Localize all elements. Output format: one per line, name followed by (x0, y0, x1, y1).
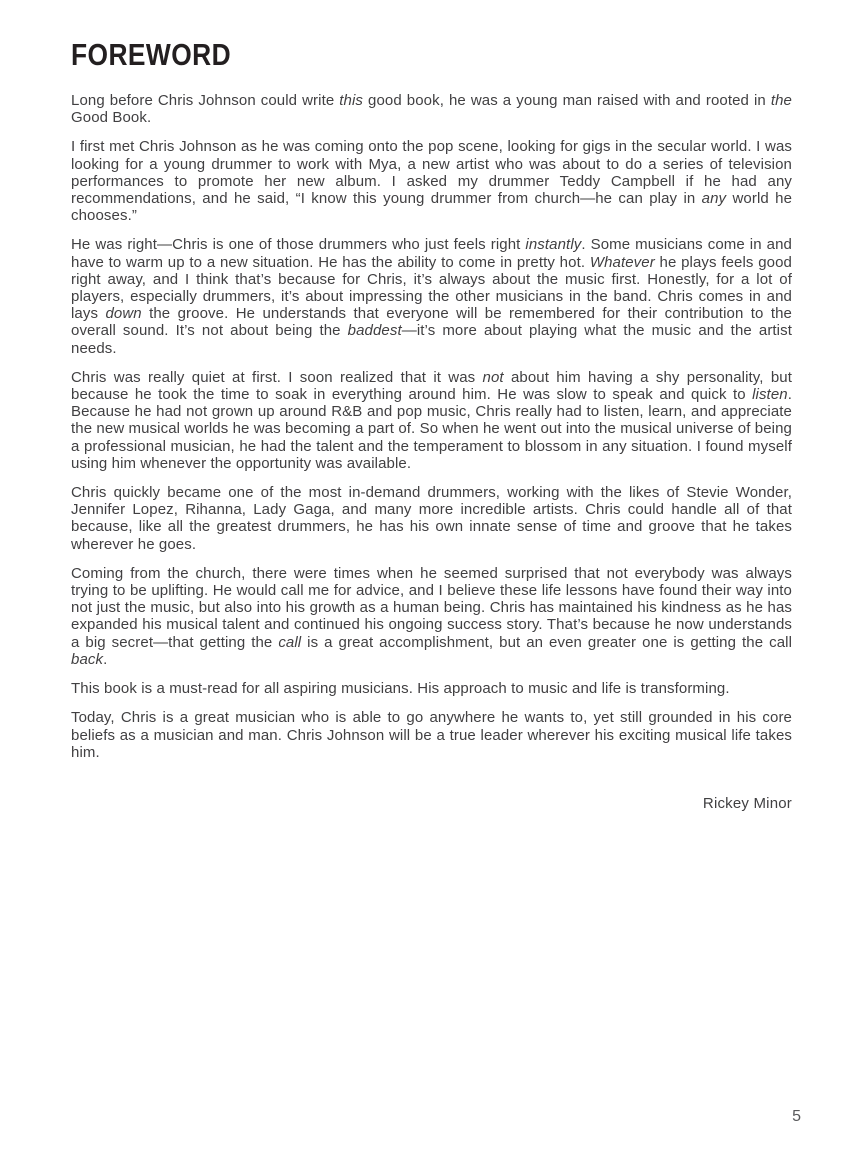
paragraph (71, 565, 792, 668)
paragraph (71, 236, 792, 356)
body-text-segment: Chris was really quiet at first. I soon realized that it was (71, 368, 483, 386)
italic-text: not (482, 368, 504, 386)
body-text-segment: Long before Chris Johnson could write (71, 92, 340, 109)
italic-text: this (339, 92, 364, 109)
body-text-segment: he plays feels good right away, and I think that’s because for Chris, it’s always about the music first. Honestly, for a lot of players, especially drummers, it’s about impressing the other musicians in the band. Chris comes in and lays (71, 253, 792, 323)
body-text-segment: good book, he was a young man raised with and rooted in (363, 92, 771, 109)
body-text-segment: Good Book. (71, 109, 152, 127)
body-text-segment: is a great accomplishment, but an even greater one is getting the call (301, 633, 792, 651)
body-text-segment: about him having a shy personality, but because he took the time to soak in everything around him. He was slow to speak and quick to (71, 368, 792, 404)
body-text-segment: world he chooses.” (71, 190, 793, 225)
paragraph (71, 369, 792, 472)
body-text-segment: Chris quickly became one of the most in-demand drummers, working with the likes of Stevie Wonder, Jennifer Lopez, Rihanna, Lady Gaga, and many more incredible artists. Chris could handle all of that because, like all the greatest drummers, he has his own innate sense of time and groove that he takes wherever he goes. (71, 484, 792, 553)
body-text-segment: —it’s more about playing what the music and the artist needs. (71, 322, 792, 357)
body-text-segment: This book is a must-read for all aspiring musicians. His approach to music and life is transforming. (71, 680, 730, 698)
body-text-segment: Coming from the church, there were times when he seemed surprised that not everybody was always trying to be uplifting. He would call me for advice, and I believe these life lessons have found their way into not just the music, but also into his growth as a human being. Chris has maintained his kindness as he has expanded his musical talent and continued his ongoing success story. That’s because he now understands a big secret—that getting the (71, 564, 792, 651)
page-title-text: FOREWORD (71, 37, 232, 72)
italic-text: instantly (525, 236, 582, 254)
paragraph (71, 138, 792, 224)
paragraph (71, 484, 792, 553)
body-text-segment: I first met Chris Johnson as he was coming onto the pop scene, looking for gigs in the secular world. I was looking for a young drummer to work with Mya, a new artist who was about to do a series of television performances to promote her new album. I asked my drummer Teddy Campbell if he had any recommendations, and he said, “I know this young drummer from church—he can play in (71, 138, 792, 208)
foreword-body (71, 92, 792, 761)
italic-text: down (105, 305, 142, 323)
paragraph (71, 709, 792, 761)
body-text-segment: Today, Chris is a great musician who is able to go anywhere he wants to, yet still grounded in his core beliefs as a musician and man. Chris Johnson will be a true leader wherever his exciting musical life takes him. (71, 709, 792, 761)
italic-text: Whatever (589, 253, 655, 271)
body-text-segment: . Some musicians come in and have to warm up to a new situation. He has the ability to come in pretty hot. (71, 236, 792, 271)
body-text-segment: . Because he had not grown up around R&B and pop music, Chris really had to listen, learn, and appreciate the new musical worlds he was becoming a part of. So when he went out into the musical universe of being a professional musician, he had the talent and the temperament to blossom in any situation. I found myself using him whenever the opportunity was available. (71, 386, 792, 472)
italic-text: call (278, 633, 302, 651)
italic-text: baddest (347, 322, 402, 340)
paragraph (71, 92, 792, 126)
italic-text: any (701, 190, 727, 208)
body-text-segment: . (103, 650, 108, 668)
italic-text: the (770, 92, 792, 109)
page-content (71, 0, 792, 812)
body-text-segment: He was right—Chris is one of those drummers who just feels right (71, 236, 526, 254)
paragraph (71, 680, 792, 697)
italic-text: back (71, 650, 104, 668)
signature: Rickey Minor (702, 794, 792, 812)
page-number: 5 (792, 1108, 801, 1125)
body-text-segment: the groove. He understands that everyone will be remembered for their contribution to the overall sound. It’s not about being the (71, 305, 792, 340)
italic-text: listen (752, 386, 788, 404)
page-title (71, 38, 792, 72)
